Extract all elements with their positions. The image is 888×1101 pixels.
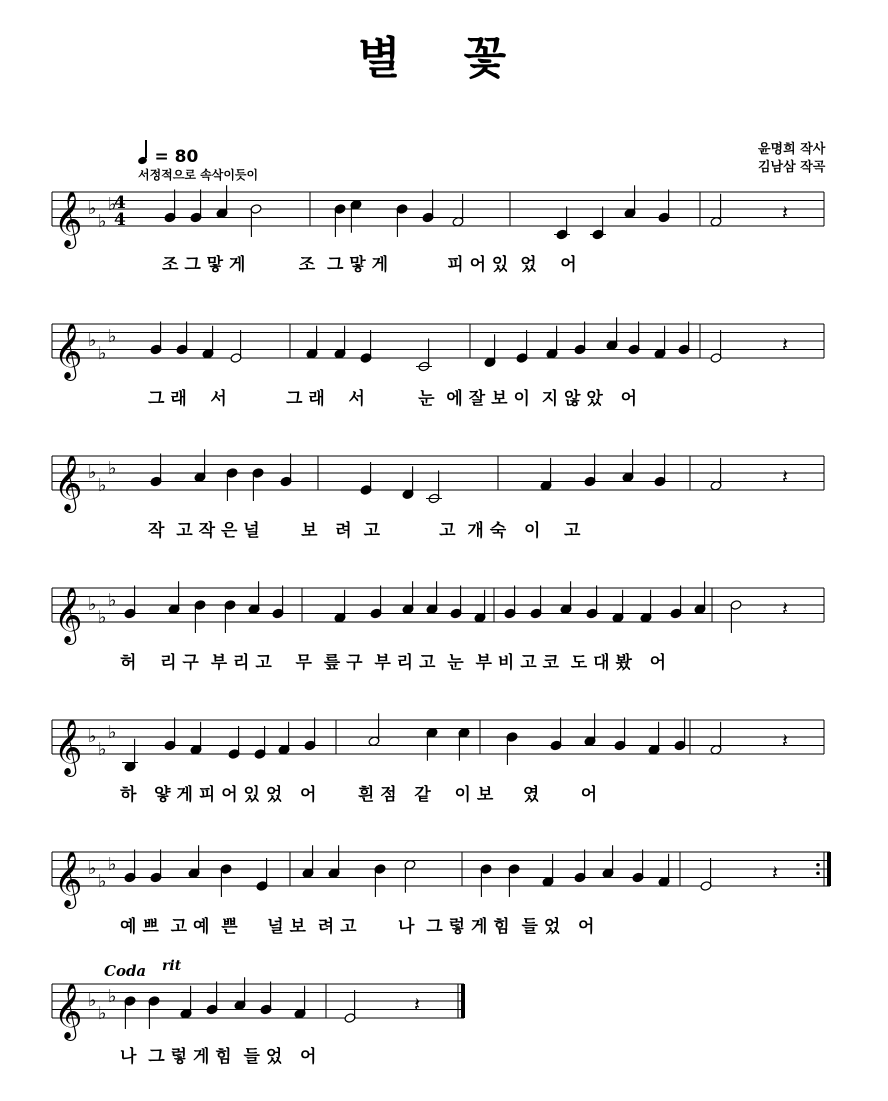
lyric-line-6: 예 쁘 고 예 쁜 널 보 려 고 나 그 렇 게 힘 들 었 어 — [120, 917, 595, 937]
song-title: 별 꽃 — [357, 33, 531, 84]
expression-marking: 서정적으로 속삭이듯이 — [138, 168, 259, 182]
quarter-rest-icon: 𝄽 — [782, 728, 789, 753]
composer-credit: 김남삼 작곡 — [758, 160, 826, 175]
flat-icon: ♭ — [98, 342, 107, 364]
lyric-line-3: 작 고 작 은 널 보 려 고 고 개 숙 이 고 — [148, 521, 581, 541]
flat-icon: ♭ — [98, 1002, 107, 1024]
treble-clef-icon: 𝄞 — [54, 191, 83, 247]
flat-icon: ♭ — [108, 589, 117, 611]
lyricist-credit: 윤명희 작사 — [758, 142, 826, 157]
flat-icon: ♭ — [88, 198, 97, 219]
flat-icon: ♭ — [108, 325, 117, 347]
lyric-line-5: 하 얗 게 피 어 있 었 어 흰 점 같 이 보 였 어 — [120, 785, 598, 805]
treble-clef-icon: 𝄞 — [54, 983, 83, 1039]
quarter-rest-icon: 𝄽 — [772, 860, 779, 885]
quarter-rest-icon: 𝄽 — [782, 332, 789, 357]
treble-clef-icon: 𝄞 — [54, 323, 83, 379]
flat-icon: ♭ — [108, 193, 117, 215]
lyric-line-7: 나 그 렇 게 힘 들 었 어 — [120, 1047, 317, 1067]
final-barline — [827, 852, 831, 886]
quarter-rest-icon: 𝄽 — [414, 992, 421, 1017]
treble-clef-icon: 𝄞 — [54, 719, 83, 775]
flat-icon: ♭ — [98, 870, 107, 892]
lyric-line-4: 허 리 구 부 리 고 무 릎 구 부 리 고 눈 부 비 고 코 도 대 봤 어 — [120, 653, 667, 673]
flat-icon: ♭ — [98, 738, 107, 760]
repeat-dot — [816, 863, 820, 867]
flat-icon: ♭ — [98, 474, 107, 496]
quarter-rest-icon: 𝄽 — [782, 200, 789, 225]
quarter-rest-icon: 𝄽 — [782, 596, 789, 621]
flat-icon: ♭ — [108, 457, 117, 479]
flat-icon: ♭ — [88, 726, 97, 747]
quarter-rest-icon: 𝄽 — [782, 464, 789, 489]
treble-clef-icon: 𝄞 — [54, 587, 83, 643]
lyric-line-1: 조 그 맣 게 조 그 맣 게 피 어 있 었 어 — [162, 255, 577, 275]
flat-icon: ♭ — [88, 462, 97, 483]
flat-icon: ♭ — [108, 721, 117, 743]
final-barline — [461, 984, 465, 1018]
flat-icon: ♭ — [88, 594, 97, 615]
lyric-line-2: 그 래 서 그 래 서 눈 에 잘 보 이 지 않 았 어 — [148, 389, 637, 409]
repeat-dot — [816, 871, 820, 875]
flat-icon: ♭ — [98, 210, 107, 232]
treble-clef-icon: 𝄞 — [54, 851, 83, 907]
rit-marking: rit — [162, 958, 182, 974]
flat-icon: ♭ — [88, 858, 97, 879]
treble-clef-icon: 𝄞 — [54, 455, 83, 511]
coda-marking: Coda — [104, 962, 147, 980]
tempo-value: = 80 — [154, 147, 199, 167]
flat-icon: ♭ — [108, 985, 117, 1007]
time-signature-top: 4 — [114, 193, 126, 213]
time-signature-bottom: 4 — [114, 210, 126, 230]
flat-icon: ♭ — [98, 606, 107, 628]
flat-icon: ♭ — [108, 853, 117, 875]
flat-icon: ♭ — [88, 330, 97, 351]
flat-icon: ♭ — [88, 990, 97, 1011]
